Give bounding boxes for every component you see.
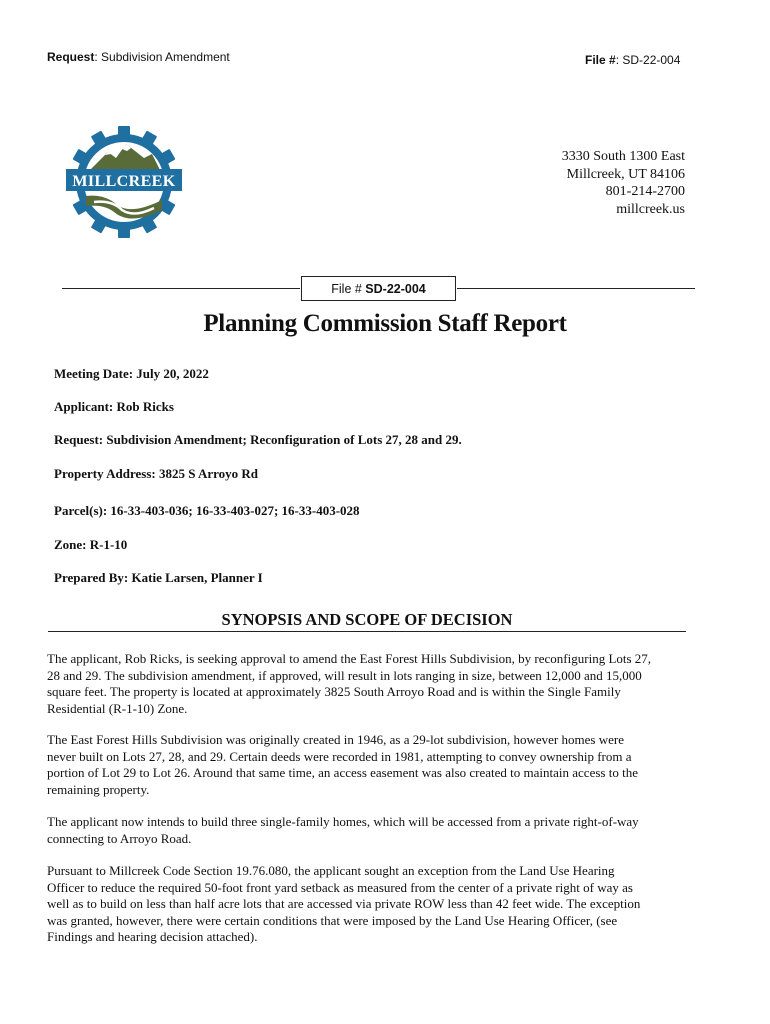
zone: Zone: R-1-10: [54, 537, 128, 552]
request-detail: Request: Subdivision Amendment; Reconfiguration of Lots 27, 28 and 29.: [54, 432, 462, 447]
paragraph-line: Residential (R-1-10) Zone.: [47, 700, 188, 716]
paragraph-line: 28 and 29. The subdivision amendment, if approved, will result in lots ranging in size, between 12,000 and 15,000: [47, 667, 642, 683]
request-value: : Subdivision Amendment: [94, 50, 230, 64]
file-box-number: SD-22-004: [365, 281, 426, 296]
divider-right: [457, 288, 695, 289]
street-address: 3330 South 1300 East: [561, 149, 685, 164]
paragraph-line: portion of Lot 29 to Lot 26. Around that same time, an access easement was also created to maintain access to the: [47, 765, 638, 780]
paragraph-1: [47, 651, 697, 717]
file-box-label: File #: [331, 281, 366, 296]
applicant: Applicant: Rob Ricks: [54, 399, 174, 414]
divider-left: [62, 288, 300, 289]
paragraph-2: [47, 732, 697, 798]
file-number-box: [301, 276, 456, 301]
paragraph-line: well as to build on less than half acre lots that are accessed via private ROW less than 42 feet wide. The exception: [47, 896, 641, 911]
paragraph-line: The applicant now intends to build three single-family homes, which will be accessed from a private right-of-way: [47, 814, 639, 829]
file-label: File #: [585, 53, 616, 67]
paragraph-4: [47, 863, 697, 946]
prepared-by: Prepared By: Katie Larsen, Planner I: [54, 570, 263, 585]
paragraph-line: was granted, however, there were certain conditions that were imposed by the Land Use Hearing Officer, (see: [47, 912, 618, 928]
city-state-zip: Millcreek, UT 84106: [566, 166, 685, 182]
paragraph-line: Officer to reduce the required 50-foot front yard setback as measured from the center of a private right of way as: [47, 879, 633, 895]
phone-number: 801-214-2700: [605, 184, 685, 199]
request-label: Request: [47, 50, 95, 64]
paragraph-line: remaining property.: [47, 781, 150, 797]
paragraph-line: The East Forest Hills Subdivision was originally created in 1946, as a 29-lot subdivision, however homes were: [47, 732, 624, 747]
paragraph-line: square feet. The property is located at approximately 3825 South Arroyo Road and is within the Single Family: [47, 684, 621, 699]
paragraph-line: Findings and hearing decision attached).: [47, 929, 258, 944]
logo-wordmark: MILLCREEK: [72, 173, 176, 190]
paragraph-line: connecting to Arroyo Road.: [47, 830, 192, 846]
file-header: [585, 53, 680, 67]
paragraph-line: Pursuant to Millcreek Code Section 19.76.080, the applicant sought an exception from the Land Use Hearing: [47, 863, 615, 878]
paragraph-line: never built on Lots 27, 28, and 29. Certain deeds were recorded in 1981, attempting to convey ownership from a: [47, 748, 632, 764]
report-title: Planning Commission Staff Report: [203, 310, 567, 337]
request-header: [47, 50, 230, 64]
address-block: [562, 148, 685, 218]
file-value: : SD-22-004: [615, 53, 681, 67]
meeting-date: Meeting Date: July 20, 2022: [54, 366, 209, 381]
synopsis-heading: SYNOPSIS AND SCOPE OF DECISION: [48, 610, 686, 632]
paragraph-3: [47, 814, 697, 847]
millcreek-logo: [64, 126, 184, 238]
paragraph-line: The applicant, Rob Ricks, is seeking approval to amend the East Forest Hills Subdivision, by reconfiguring Lots 27,: [47, 651, 652, 666]
parcels: Parcel(s): 16-33-403-036; 16-33-403-027; 16-33-403-028: [54, 503, 360, 518]
property-address: Property Address: 3825 S Arroyo Rd: [54, 466, 259, 481]
website-link[interactable]: millcreek.us: [616, 201, 685, 217]
